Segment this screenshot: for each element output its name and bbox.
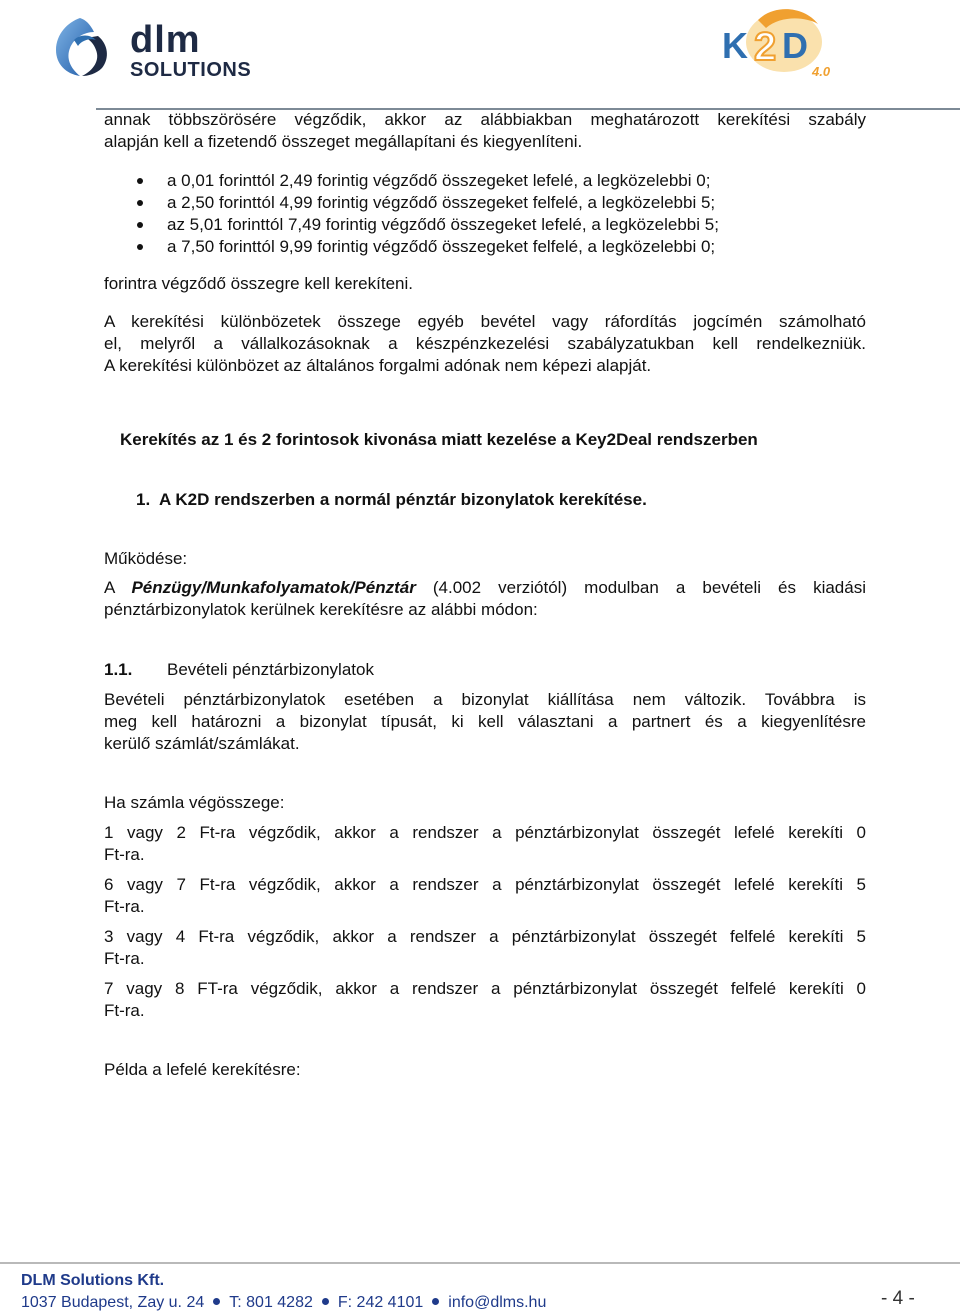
subsection-line-3: kerülő számlát/számlákat. <box>104 734 300 753</box>
bullet-dot <box>137 222 143 228</box>
rule-2-line-2: Ft-ra. <box>104 897 145 916</box>
subsection-title: Bevételi pénztárbizonylatok <box>167 660 374 679</box>
bullet-dot <box>137 178 143 184</box>
svg-text:4.0: 4.0 <box>812 64 831 79</box>
footer-phone: T: 801 4282 <box>229 1294 313 1311</box>
subsection-line-1: Bevételi pénztárbizonylatok esetében a bizonylat kiállítása nem változik. Továbbra is <box>104 690 866 709</box>
bullet-item-3: az 5,01 forinttól 7,49 forintig végződő összegeket lefelé, a legközelebbi 5; <box>167 215 719 234</box>
footer-email[interactable]: info@dlms.hu <box>448 1294 547 1311</box>
module-sentence-line-1 <box>104 577 866 599</box>
rule-4-line-1: 7 vagy 8 FT-ra végződik, akkor a rendszer a pénztárbizonylat összegét felfelé kerekíti 0 <box>104 979 866 998</box>
diff-line-3: A kerekítési különbözet az általános forgalmi adónak nem képezi alapját. <box>104 356 652 375</box>
dlm-logo-word: dlm <box>130 19 201 61</box>
footer-fax: F: 242 4101 <box>337 1294 424 1311</box>
subsection-number: 1.1. <box>104 660 133 679</box>
ha-szamla-label: Ha számla végösszege: <box>104 793 285 812</box>
section-title: Kerekítés az 1 és 2 forintosok kivonása miatt kezelése a Key2Deal rendszerben <box>120 430 758 449</box>
example-label: Példa a lefelé kerekítésre: <box>104 1060 301 1079</box>
rule-4-line-2: Ft-ra. <box>104 1001 145 1020</box>
diff-line-2: el, melyről a vállalkozásoknak a készpénzkezelési szabályzatukban kell rendelkezniük. <box>104 334 866 353</box>
footer-contact <box>21 1294 546 1312</box>
rule-2-line-1: 6 vagy 7 Ft-ra végződik, akkor a rendszer a pénztárbizonylat összegét lefelé kerekíti 5 <box>104 875 866 894</box>
svg-text:D: D <box>782 25 808 66</box>
separator-dot-icon <box>432 1298 439 1305</box>
bullet-dot <box>137 200 143 206</box>
rule-3-line-2: Ft-ra. <box>104 949 145 968</box>
footer-divider <box>0 1262 960 1264</box>
k2d-logo-mark <box>718 2 848 80</box>
mukodese-label: Működése: <box>104 549 188 568</box>
intro-line-2: alapján kell a fizetendő összeget megállapítani és kiegyenlíteni. <box>104 132 583 151</box>
after-bullets-text: forintra végződő összegre kell kerekíteni. <box>104 274 413 293</box>
separator-dot-icon <box>322 1298 329 1305</box>
diff-line-1: A kerekítési különbözetek összege egyéb bevétel vagy ráfordítás jogcímén számolható <box>104 312 866 331</box>
subsection-line-2: meg kell határozni a bizonylat típusát, ki kell választani a partnert és a kiegyenlítésre <box>104 712 866 731</box>
module-sentence-line-2: pénztárbizonylatok kerülnek kerekítésre az alábbi módon: <box>104 600 538 619</box>
rule-3-line-1: 3 vagy 4 Ft-ra végződik, akkor a rendszer a pénztárbizonylat összegét felfelé kerekíti 5 <box>104 927 866 946</box>
svg-text:2: 2 <box>754 25 777 69</box>
svg-text:SOLUTIONS: SOLUTIONS <box>130 59 252 80</box>
rule-1-line-1: 1 vagy 2 Ft-ra végződik, akkor a rendszer a pénztárbizonylat összegét lefelé kerekíti 0 <box>104 823 866 842</box>
module-prefix: A <box>104 578 132 597</box>
module-rest: (4.002 verziótól) modulban a bevételi és kiadási <box>415 578 866 597</box>
separator-dot-icon <box>213 1298 220 1305</box>
page-number: - 4 - <box>881 1288 915 1309</box>
footer-company: DLM Solutions Kft. <box>21 1272 165 1289</box>
bullet-item-1: a 0,01 forinttól 2,49 forintig végződő összegeket lefelé, a legközelebbi 0; <box>167 171 711 190</box>
numbered-heading: 1. A K2D rendszerben a normál pénztár bizonylatok kerekítése. <box>136 490 647 509</box>
bullet-item-2: a 2,50 forinttól 4,99 forintig végződő összegeket felfelé, a legközelebbi 5; <box>167 193 716 212</box>
footer-address: 1037 Budapest, Zay u. 24 <box>21 1294 205 1311</box>
svg-text:K: K <box>722 25 748 66</box>
k2d-logo <box>718 2 848 80</box>
bullet-dot <box>137 244 143 250</box>
rule-1-line-2: Ft-ra. <box>104 845 145 864</box>
intro-line-1: annak többszörösére végződik, akkor az alábbiakban meghatározott kerekítési szabály <box>104 110 866 129</box>
bullet-item-4: a 7,50 forinttól 9,99 forintig végződő összegeket felfelé, a legközelebbi 0; <box>167 237 716 256</box>
dlm-logo-mark <box>50 12 295 80</box>
dlm-logo <box>50 12 295 80</box>
module-path: Pénzügy/Munkafolyamatok/Pénztár <box>131 578 416 597</box>
